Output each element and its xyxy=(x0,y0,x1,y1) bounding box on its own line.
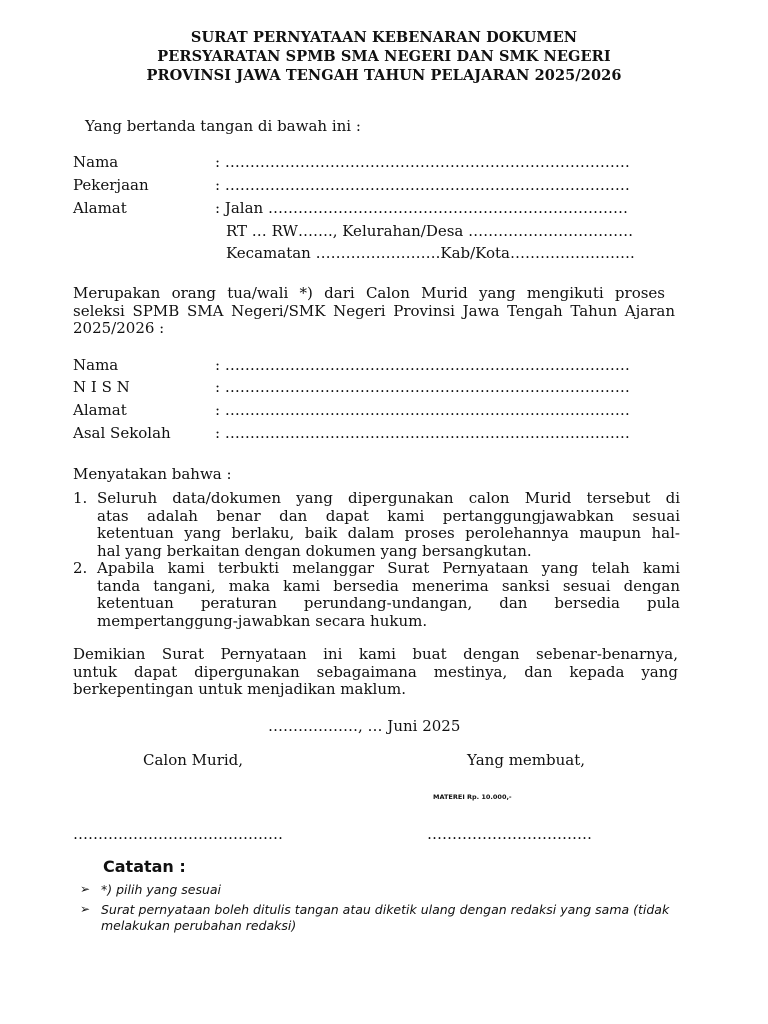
closing-paragraph xyxy=(73,646,678,699)
statement-line-3: 2025/2026 : xyxy=(73,319,165,337)
parent-alamat-kecamatan-line: Kecamatan …………………….Kab/Kota……………………. xyxy=(226,244,635,262)
list-item-line: ketentuan peraturan perundang-undangan, dan bersedia pula xyxy=(97,594,680,612)
student-nama-label: Nama xyxy=(73,356,119,374)
list-item xyxy=(73,490,680,560)
list-item xyxy=(73,560,680,630)
arrow-bullet-icon: ➢ xyxy=(80,902,91,916)
student-nisn-label: N I S N xyxy=(73,378,130,396)
statement-paragraph xyxy=(73,285,678,338)
signer-right-title: Yang membuat, xyxy=(467,751,586,769)
list-item-line: Seluruh data/dokumen yang dipergunakan calon Murid tersebut di xyxy=(97,489,680,507)
statement-line-1: Merupakan orang tua/wali *) dari Calon Murid yang mengikuti proses xyxy=(73,284,665,302)
list-item-line: Apabila kami terbukti melanggar Surat Pernyataan yang telah kami xyxy=(97,559,680,577)
student-sekolah-label: Asal Sekolah xyxy=(73,424,171,442)
title-line-1: SURAT PERNYATAAN KEBENARAN DOKUMEN xyxy=(190,29,578,46)
declaration-list xyxy=(73,490,680,630)
student-nama-field: : ……………………………………………………………………… xyxy=(215,356,630,374)
date-line: ………………, … Juni 2025 xyxy=(268,717,461,735)
arrow-bullet-icon: ➢ xyxy=(80,882,91,896)
list-item-line: hal yang berkaitan dengan dokumen yang bersangkutan. xyxy=(97,541,532,560)
note-text: *) pilih yang sesuai xyxy=(101,882,222,897)
intro-text: Yang bertanda tangan di bawah ini : xyxy=(85,117,361,135)
materai-label: MATEREI Rp. 10.000,- xyxy=(433,793,512,801)
title-line-3: PROVINSI JAWA TENGAH TAHUN PELAJARAN 2025/2026 xyxy=(146,67,622,84)
parent-alamat-field: : Jalan ……………………………………………………………… xyxy=(215,199,628,217)
student-alamat-label: Alamat xyxy=(73,401,127,419)
catatan-heading: Catatan : xyxy=(103,857,186,876)
parent-pekerjaan-label: Pekerjaan xyxy=(73,176,149,194)
parent-alamat-rt-line: RT … RW……., Kelurahan/Desa …………………………… xyxy=(226,222,634,240)
parent-pekerjaan-field: : ……………………………………………………………………… xyxy=(215,176,630,194)
parent-nama-field: : ……………………………………………………………………… xyxy=(215,153,630,171)
list-item-line: mempertanggung-jawabkan secara hukum. xyxy=(97,611,428,630)
title-line-2: PERSYARATAN SPMB SMA NEGERI DAN SMK NEGERI xyxy=(157,48,611,65)
parent-alamat-label: Alamat xyxy=(73,199,127,217)
list-item-line: atas adalah benar dan dapat kami pertanggungjawabkan sesuai xyxy=(97,506,680,525)
closing-line-2: untuk dapat dipergunakan sebagaimana mestinya, dan kepada yang xyxy=(73,662,678,681)
list-item-number: 1. xyxy=(73,489,88,507)
list-item-line: ketentuan yang berlaku, baik dalam proses perolehannya maupun hal- xyxy=(97,524,680,542)
closing-line-1: Demikian Surat Pernyataan ini kami buat dengan sebenar-benarnya, xyxy=(73,645,678,663)
note-text: Surat pernyataan boleh ditulis tangan atau diketik ulang dengan redaksi yang sama (tidak xyxy=(101,902,670,917)
signer-left-title: Calon Murid, xyxy=(143,751,244,769)
student-nisn-field: : ……………………………………………………………………… xyxy=(215,378,630,396)
parent-nama-label: Nama xyxy=(73,153,119,171)
list-item-line: tanda tangani, maka kami bersedia menerima sanksi sesuai dengan xyxy=(97,576,680,595)
declare-heading: Menyatakan bahwa : xyxy=(73,465,232,483)
list-item-number: 2. xyxy=(73,559,88,577)
signature-line-right: …………………………… xyxy=(427,825,592,843)
signature-line-left: …………………………………… xyxy=(73,825,283,843)
document-title xyxy=(60,28,708,85)
student-sekolah-field: : ……………………………………………………………………… xyxy=(215,424,630,442)
statement-line-2: seleksi SPMB SMA Negeri/SMK Negeri Provinsi Jawa Tengah Tahun Ajaran xyxy=(73,301,675,320)
closing-line-3: berkepentingan untuk menjadikan maklum. xyxy=(73,680,407,698)
note-text-continued: melakukan perubahan redaksi) xyxy=(101,918,297,933)
student-alamat-field: : ……………………………………………………………………… xyxy=(215,401,630,419)
